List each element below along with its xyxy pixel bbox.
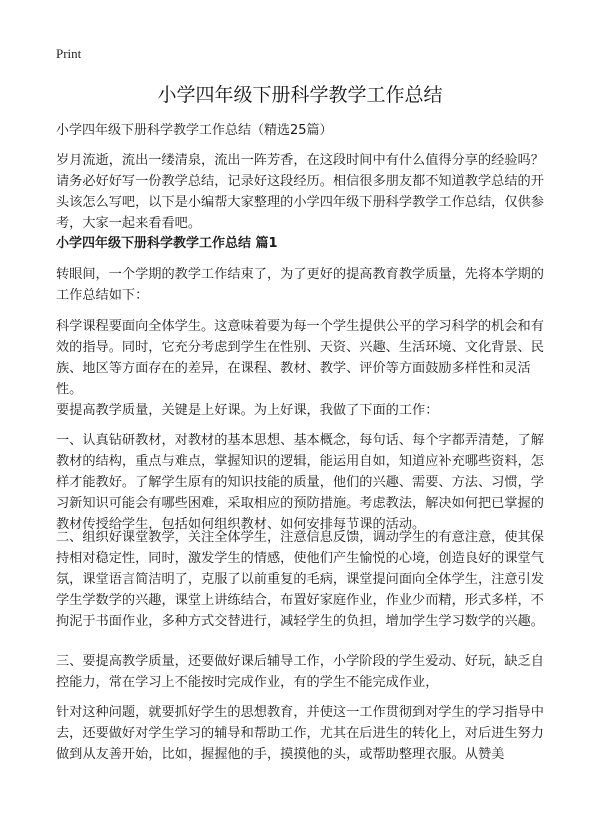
- paragraph: 三、要提高教学质量，还要做好课后辅导工作，小学阶段的学生爱动、好玩，缺乏自控能力，常在学习上不能按时完成作业，有的学生不能完成作业，: [56, 654, 544, 690]
- print-link[interactable]: Print: [56, 46, 82, 61]
- section-heading: 小学四年级下册科学教学工作总结 篇1: [56, 236, 278, 251]
- paragraph: 要提高教学质量，关键是上好课。为上好课，我做了下面的工作：: [56, 403, 439, 418]
- intro-paragraph: 岁月流逝，流出一缕清泉，流出一阵芳香，在这段时间中有什么值得分享的经验吗？请务必好好写一份教学总结，记录好这段经历。相信很多朋友都不知道教学总结的开头该怎么写吧，以下是小编帮大家整理的小学四年级下册科学教学工作总结，仅供参考，大家一起来看看吧。: [56, 153, 544, 231]
- paragraph: 科学课程要面向全体学生。这意味着要为每一个学生提供公平的学习科学的机会和有效的指导。同时，它充分考虑到学生在性别、天资、兴趣、生活环境、文化背景、民族、地区等方面存在的差异，在课程、教材、教学、评价等方面鼓励多样性和灵活性。: [56, 319, 544, 397]
- paragraph: 针对这种问题，就要抓好学生的思想教育，并使这一工作贯彻到对学生的学习指导中去，还要做好对学生学习的辅导和帮助工作，尤其在后进生的转化上，对后进生努力做到从友善开始，比如，握握他的手，摸摸他的头，或帮助整理衣服。从赞美: [56, 705, 544, 762]
- paragraph: 二、组织好课堂教学，关注全体学生，注意信息反馈，调动学生的有意注意，使其保持相对稳定性，同时，激发学生的情感，使他们产生愉悦的心境，创造良好的课堂气氛，课堂语言简洁明了，克服了以前重复的毛病，课堂提问面向全体学生，注意引发学生学数学的兴趣，课堂上讲练结合，布置好家庭作业，作业少而精，形式多样，不拘泥于书面作业，多种方式交替进行，减轻学生的负担，增加学生学习数学的兴趣。: [56, 530, 544, 629]
- paragraph: 转眼间，一个学期的教学工作结束了，为了更好的提高教育教学质量，先将本学期的工作总结如下：: [56, 267, 544, 303]
- subtitle: 小学四年级下册科学教学工作总结（精选25篇）: [56, 123, 333, 138]
- page-title: 小学四年级下册科学教学工作总结: [157, 84, 443, 106]
- paragraph: 一、认真钻研教材，对教材的基本思想、基本概念，每句话、每个字都弄清楚，了解教材的结构，重点与难点，掌握知识的逻辑，能运用自如，知道应补充哪些资料，怎样才能教好。了解学生原有的知识技能的质量，他们的兴趣、需要、方法、习惯，学习新知识可能会有哪些困难，采取相应的预防措施。考虑教法，解决如何把已掌握的教材传授给学生，包括如何组织教材、如何安排每节课的活动。: [56, 433, 544, 532]
